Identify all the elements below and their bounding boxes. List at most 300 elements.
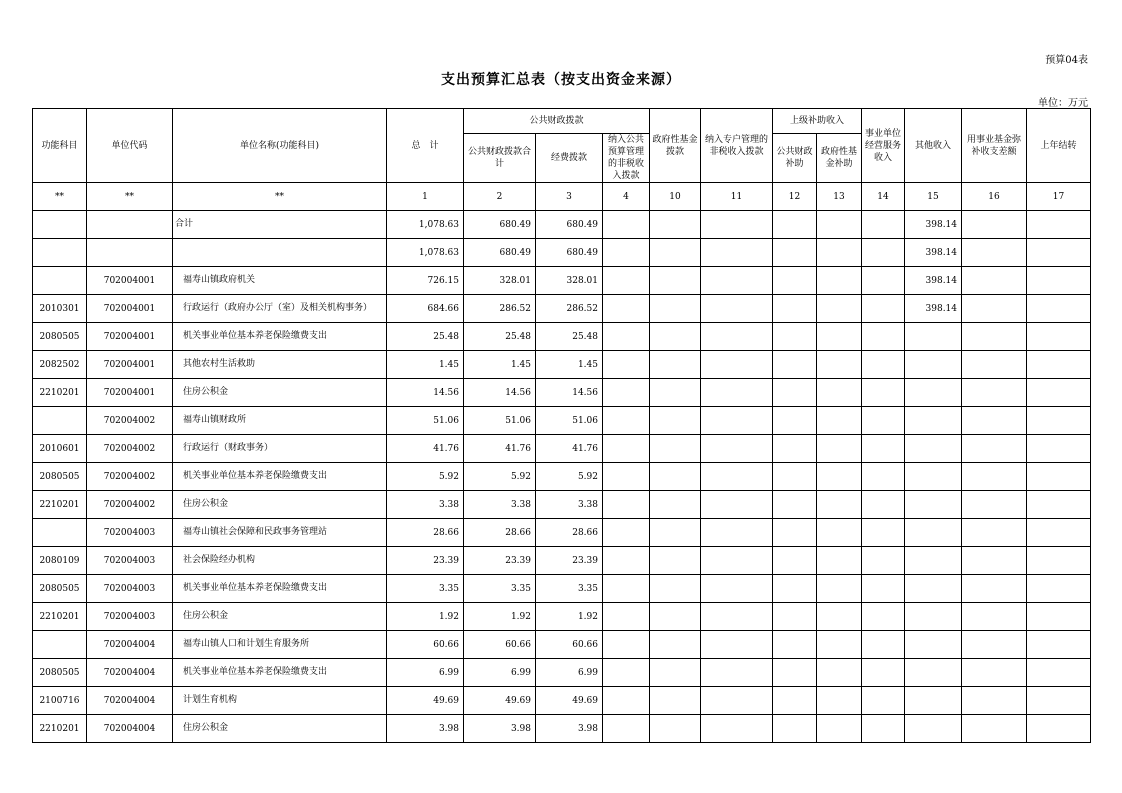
- business-income-cell: [862, 295, 905, 323]
- business-income-cell: [862, 631, 905, 659]
- total-cell: 5.92: [387, 463, 464, 491]
- func-code-cell: [33, 631, 87, 659]
- special-non-tax-cell: [701, 603, 773, 631]
- table-row: [33, 547, 1091, 575]
- superior-gov-fund-cell: [817, 295, 862, 323]
- expense-grant-cell: 3.98: [536, 715, 603, 743]
- header-public-fiscal-total: 公共财政拨款合计: [464, 134, 536, 183]
- total-cell: 28.66: [387, 519, 464, 547]
- business-income-cell: [862, 463, 905, 491]
- expense-grant-cell: 5.92: [536, 463, 603, 491]
- special-non-tax-cell: [701, 547, 773, 575]
- func-code-cell: 2210201: [33, 379, 87, 407]
- carry-over-cell: [1027, 407, 1091, 435]
- superior-gov-fund-cell: [817, 211, 862, 239]
- non-tax-in-budget-cell: [603, 323, 650, 351]
- total-cell: 1,078.63: [387, 239, 464, 267]
- superior-gov-fund-cell: [817, 519, 862, 547]
- public-fiscal-total-cell: 41.76: [464, 435, 536, 463]
- unit-name-cell: 福寿山镇社会保障和民政事务管理站: [173, 519, 387, 547]
- other-income-cell: [905, 323, 962, 351]
- non-tax-in-budget-cell: [603, 267, 650, 295]
- superior-gov-fund-cell: [817, 575, 862, 603]
- superior-gov-fund-cell: [817, 351, 862, 379]
- superior-gov-fund-cell: [817, 715, 862, 743]
- superior-public-cell: [773, 491, 817, 519]
- public-fiscal-total-cell: 3.98: [464, 715, 536, 743]
- header-other-income: 其他收入: [905, 109, 962, 183]
- superior-public-cell: [773, 659, 817, 687]
- superior-gov-fund-cell: [817, 267, 862, 295]
- special-non-tax-cell: [701, 575, 773, 603]
- public-fiscal-total-cell: 14.56: [464, 379, 536, 407]
- unit-code-cell: 702004001: [87, 267, 173, 295]
- unit-name-cell: 合计: [173, 211, 387, 239]
- superior-public-cell: [773, 379, 817, 407]
- public-fiscal-total-cell: 23.39: [464, 547, 536, 575]
- total-cell: 3.38: [387, 491, 464, 519]
- fund-balance-cell: [962, 211, 1027, 239]
- gov-fund-cell: [650, 575, 701, 603]
- unit-code-cell: 702004001: [87, 351, 173, 379]
- superior-gov-fund-cell: [817, 435, 862, 463]
- superior-public-cell: [773, 435, 817, 463]
- special-non-tax-cell: [701, 407, 773, 435]
- header-carry-over: 上年结转: [1027, 109, 1091, 183]
- business-income-cell: [862, 659, 905, 687]
- special-non-tax-cell: [701, 435, 773, 463]
- total-cell: 49.69: [387, 687, 464, 715]
- other-income-cell: [905, 351, 962, 379]
- unit-name-cell: 住房公积金: [173, 715, 387, 743]
- unit-code-cell: 702004002: [87, 407, 173, 435]
- other-income-cell: [905, 463, 962, 491]
- unit-code-cell: 702004001: [87, 323, 173, 351]
- unit-name-cell: 社会保险经办机构: [173, 547, 387, 575]
- business-income-cell: [862, 267, 905, 295]
- gov-fund-cell: [650, 603, 701, 631]
- superior-public-cell: [773, 687, 817, 715]
- public-fiscal-total-cell: 3.35: [464, 575, 536, 603]
- non-tax-in-budget-cell: [603, 211, 650, 239]
- carry-over-cell: [1027, 715, 1091, 743]
- expense-grant-cell: 3.35: [536, 575, 603, 603]
- gov-fund-cell: [650, 211, 701, 239]
- unit-name-cell: 住房公积金: [173, 379, 387, 407]
- other-income-cell: [905, 715, 962, 743]
- other-income-cell: [905, 631, 962, 659]
- business-income-cell: [862, 547, 905, 575]
- business-income-cell: [862, 211, 905, 239]
- non-tax-in-budget-cell: [603, 603, 650, 631]
- table-row: [33, 519, 1091, 547]
- non-tax-in-budget-cell: [603, 687, 650, 715]
- table-row: [33, 463, 1091, 491]
- gov-fund-cell: [650, 631, 701, 659]
- func-code-cell: [33, 519, 87, 547]
- index-cell: 2: [464, 183, 536, 211]
- superior-gov-fund-cell: [817, 631, 862, 659]
- header-gov-fund: 政府性基金拨款: [650, 109, 701, 183]
- special-non-tax-cell: [701, 715, 773, 743]
- func-code-cell: [33, 267, 87, 295]
- business-income-cell: [862, 239, 905, 267]
- superior-public-cell: [773, 211, 817, 239]
- unit-name-cell: 行政运行（政府办公厅（室）及相关机构事务）: [173, 295, 387, 323]
- total-cell: 3.35: [387, 575, 464, 603]
- unit-code-cell: 702004002: [87, 463, 173, 491]
- expense-grant-cell: 25.48: [536, 323, 603, 351]
- func-code-cell: 2080505: [33, 463, 87, 491]
- func-code-cell: 2010601: [33, 435, 87, 463]
- fund-balance-cell: [962, 715, 1027, 743]
- other-income-cell: [905, 435, 962, 463]
- carry-over-cell: [1027, 211, 1091, 239]
- unit-code-cell: 702004002: [87, 435, 173, 463]
- fund-balance-cell: [962, 407, 1027, 435]
- public-fiscal-total-cell: 28.66: [464, 519, 536, 547]
- fund-balance-cell: [962, 239, 1027, 267]
- header-unit-name: 单位名称(功能科目): [173, 109, 387, 183]
- table-row: [33, 631, 1091, 659]
- table-row: [33, 407, 1091, 435]
- func-code-cell: 2210201: [33, 603, 87, 631]
- unit-name-cell: 住房公积金: [173, 603, 387, 631]
- gov-fund-cell: [650, 687, 701, 715]
- gov-fund-cell: [650, 323, 701, 351]
- non-tax-in-budget-cell: [603, 631, 650, 659]
- other-income-cell: [905, 659, 962, 687]
- index-cell: 12: [773, 183, 817, 211]
- index-cell: 3: [536, 183, 603, 211]
- fund-balance-cell: [962, 547, 1027, 575]
- total-cell: 23.39: [387, 547, 464, 575]
- expense-grant-cell: 680.49: [536, 211, 603, 239]
- table-row: [33, 575, 1091, 603]
- superior-gov-fund-cell: [817, 463, 862, 491]
- expense-grant-cell: 328.01: [536, 267, 603, 295]
- index-cell: 15: [905, 183, 962, 211]
- carry-over-cell: [1027, 239, 1091, 267]
- total-cell: 726.15: [387, 267, 464, 295]
- public-fiscal-total-cell: 51.06: [464, 407, 536, 435]
- page-title: 支出预算汇总表（按支出资金来源）: [441, 72, 681, 88]
- func-code-cell: 2210201: [33, 491, 87, 519]
- func-code-cell: 2080505: [33, 323, 87, 351]
- unit-code-cell: 702004004: [87, 631, 173, 659]
- header-superior-gov-fund: 政府性基金补助: [817, 134, 862, 183]
- special-non-tax-cell: [701, 687, 773, 715]
- non-tax-in-budget-cell: [603, 407, 650, 435]
- form-number: 预算04表: [1045, 55, 1088, 66]
- fund-balance-cell: [962, 267, 1027, 295]
- index-cell: 10: [650, 183, 701, 211]
- public-fiscal-total-cell: 680.49: [464, 211, 536, 239]
- other-income-cell: 398.14: [905, 239, 962, 267]
- public-fiscal-total-cell: 286.52: [464, 295, 536, 323]
- superior-gov-fund-cell: [817, 239, 862, 267]
- non-tax-in-budget-cell: [603, 547, 650, 575]
- special-non-tax-cell: [701, 379, 773, 407]
- index-cell: **: [87, 183, 173, 211]
- expense-grant-cell: 1.45: [536, 351, 603, 379]
- business-income-cell: [862, 351, 905, 379]
- special-non-tax-cell: [701, 323, 773, 351]
- non-tax-in-budget-cell: [603, 435, 650, 463]
- other-income-cell: 398.14: [905, 295, 962, 323]
- index-cell: 14: [862, 183, 905, 211]
- header-public-fiscal: 公共财政拨款: [464, 109, 650, 134]
- func-code-cell: 2100716: [33, 687, 87, 715]
- superior-gov-fund-cell: [817, 323, 862, 351]
- public-fiscal-total-cell: 328.01: [464, 267, 536, 295]
- fund-balance-cell: [962, 491, 1027, 519]
- superior-gov-fund-cell: [817, 687, 862, 715]
- other-income-cell: [905, 407, 962, 435]
- business-income-cell: [862, 323, 905, 351]
- fund-balance-cell: [962, 379, 1027, 407]
- other-income-cell: [905, 687, 962, 715]
- expense-grant-cell: 680.49: [536, 239, 603, 267]
- fund-balance-cell: [962, 463, 1027, 491]
- non-tax-in-budget-cell: [603, 239, 650, 267]
- index-cell: 17: [1027, 183, 1091, 211]
- business-income-cell: [862, 379, 905, 407]
- public-fiscal-total-cell: 60.66: [464, 631, 536, 659]
- unit-code-cell: 702004004: [87, 687, 173, 715]
- special-non-tax-cell: [701, 491, 773, 519]
- unit-code-cell: 702004001: [87, 295, 173, 323]
- func-code-cell: 2082502: [33, 351, 87, 379]
- non-tax-in-budget-cell: [603, 463, 650, 491]
- gov-fund-cell: [650, 491, 701, 519]
- unit-name-cell: 福寿山镇政府机关: [173, 267, 387, 295]
- superior-gov-fund-cell: [817, 491, 862, 519]
- table-row: [33, 211, 1091, 239]
- gov-fund-cell: [650, 351, 701, 379]
- unit-code-cell: 702004003: [87, 575, 173, 603]
- unit-code-cell: 702004003: [87, 603, 173, 631]
- special-non-tax-cell: [701, 659, 773, 687]
- gov-fund-cell: [650, 267, 701, 295]
- unit-name-cell: 其他农村生活救助: [173, 351, 387, 379]
- header-func-code: 功能科目: [33, 109, 87, 183]
- special-non-tax-cell: [701, 351, 773, 379]
- fund-balance-cell: [962, 575, 1027, 603]
- superior-public-cell: [773, 603, 817, 631]
- func-code-cell: 2080505: [33, 659, 87, 687]
- expense-grant-cell: 3.38: [536, 491, 603, 519]
- unit-code-cell: 702004001: [87, 379, 173, 407]
- gov-fund-cell: [650, 239, 701, 267]
- unit-code-cell: 702004004: [87, 715, 173, 743]
- superior-public-cell: [773, 575, 817, 603]
- header-superior-public: 公共财政补助: [773, 134, 817, 183]
- func-code-cell: 2010301: [33, 295, 87, 323]
- other-income-cell: 398.14: [905, 211, 962, 239]
- superior-public-cell: [773, 295, 817, 323]
- special-non-tax-cell: [701, 239, 773, 267]
- public-fiscal-total-cell: 25.48: [464, 323, 536, 351]
- carry-over-cell: [1027, 519, 1091, 547]
- special-non-tax-cell: [701, 267, 773, 295]
- superior-public-cell: [773, 547, 817, 575]
- carry-over-cell: [1027, 631, 1091, 659]
- index-cell: **: [33, 183, 87, 211]
- business-income-cell: [862, 603, 905, 631]
- fund-balance-cell: [962, 631, 1027, 659]
- other-income-cell: [905, 547, 962, 575]
- total-cell: 41.76: [387, 435, 464, 463]
- total-cell: 1.45: [387, 351, 464, 379]
- other-income-cell: [905, 575, 962, 603]
- total-cell: 14.56: [387, 379, 464, 407]
- public-fiscal-total-cell: 680.49: [464, 239, 536, 267]
- index-cell: **: [173, 183, 387, 211]
- gov-fund-cell: [650, 659, 701, 687]
- other-income-cell: [905, 519, 962, 547]
- superior-public-cell: [773, 267, 817, 295]
- carry-over-cell: [1027, 547, 1091, 575]
- table-row: [33, 267, 1091, 295]
- business-income-cell: [862, 407, 905, 435]
- fund-balance-cell: [962, 295, 1027, 323]
- index-cell: 13: [817, 183, 862, 211]
- unit-name-cell: 机关事业单位基本养老保险缴费支出: [173, 659, 387, 687]
- non-tax-in-budget-cell: [603, 351, 650, 379]
- carry-over-cell: [1027, 267, 1091, 295]
- carry-over-cell: [1027, 659, 1091, 687]
- carry-over-cell: [1027, 491, 1091, 519]
- table-row: [33, 687, 1091, 715]
- public-fiscal-total-cell: 6.99: [464, 659, 536, 687]
- superior-gov-fund-cell: [817, 547, 862, 575]
- index-cell: 11: [701, 183, 773, 211]
- table-row: [33, 239, 1091, 267]
- non-tax-in-budget-cell: [603, 659, 650, 687]
- header-superior-subsidy: 上级补助收入: [773, 109, 862, 134]
- gov-fund-cell: [650, 379, 701, 407]
- unit-name-cell: 住房公积金: [173, 491, 387, 519]
- special-non-tax-cell: [701, 631, 773, 659]
- total-cell: 3.98: [387, 715, 464, 743]
- carry-over-cell: [1027, 603, 1091, 631]
- func-code-cell: [33, 211, 87, 239]
- fund-balance-cell: [962, 687, 1027, 715]
- fund-balance-cell: [962, 323, 1027, 351]
- unit-code-cell: 702004003: [87, 547, 173, 575]
- fund-balance-cell: [962, 519, 1027, 547]
- superior-public-cell: [773, 239, 817, 267]
- expense-grant-cell: 286.52: [536, 295, 603, 323]
- special-non-tax-cell: [701, 463, 773, 491]
- expense-grant-cell: 60.66: [536, 631, 603, 659]
- header-business-income: 事业单位经营服务收入: [862, 109, 905, 183]
- header-non-tax-in-budget: 纳入公共预算管理的非税收入拨款: [603, 134, 650, 183]
- fund-balance-cell: [962, 659, 1027, 687]
- table-row: [33, 435, 1091, 463]
- unit-code-cell: 702004003: [87, 519, 173, 547]
- public-fiscal-total-cell: 3.38: [464, 491, 536, 519]
- fund-balance-cell: [962, 351, 1027, 379]
- func-code-cell: 2080505: [33, 575, 87, 603]
- unit-name-cell: 机关事业单位基本养老保险缴费支出: [173, 463, 387, 491]
- total-cell: 684.66: [387, 295, 464, 323]
- carry-over-cell: [1027, 687, 1091, 715]
- other-income-cell: [905, 379, 962, 407]
- unit-name-cell: 机关事业单位基本养老保险缴费支出: [173, 575, 387, 603]
- unit-name-cell: 机关事业单位基本养老保险缴费支出: [173, 323, 387, 351]
- total-cell: 1,078.63: [387, 211, 464, 239]
- expense-grant-cell: 1.92: [536, 603, 603, 631]
- public-fiscal-total-cell: 1.45: [464, 351, 536, 379]
- unit-code-cell: 702004004: [87, 659, 173, 687]
- superior-public-cell: [773, 519, 817, 547]
- non-tax-in-budget-cell: [603, 491, 650, 519]
- header-special-non-tax: 纳入专户管理的非税收入拨款: [701, 109, 773, 183]
- fund-balance-cell: [962, 603, 1027, 631]
- special-non-tax-cell: [701, 295, 773, 323]
- gov-fund-cell: [650, 519, 701, 547]
- gov-fund-cell: [650, 407, 701, 435]
- business-income-cell: [862, 491, 905, 519]
- business-income-cell: [862, 519, 905, 547]
- superior-gov-fund-cell: [817, 407, 862, 435]
- unit-name-cell: 福寿山镇人口和计划生育服务所: [173, 631, 387, 659]
- business-income-cell: [862, 575, 905, 603]
- other-income-cell: 398.14: [905, 267, 962, 295]
- carry-over-cell: [1027, 295, 1091, 323]
- expense-grant-cell: 28.66: [536, 519, 603, 547]
- superior-gov-fund-cell: [817, 659, 862, 687]
- table-row: [33, 323, 1091, 351]
- unit-code-cell: [87, 211, 173, 239]
- total-cell: 1.92: [387, 603, 464, 631]
- carry-over-cell: [1027, 435, 1091, 463]
- expense-grant-cell: 23.39: [536, 547, 603, 575]
- gov-fund-cell: [650, 715, 701, 743]
- func-code-cell: 2080109: [33, 547, 87, 575]
- table-row: [33, 659, 1091, 687]
- public-fiscal-total-cell: 5.92: [464, 463, 536, 491]
- index-cell: 16: [962, 183, 1027, 211]
- superior-public-cell: [773, 631, 817, 659]
- table-row: [33, 295, 1091, 323]
- non-tax-in-budget-cell: [603, 295, 650, 323]
- table-row: [33, 715, 1091, 743]
- other-income-cell: [905, 491, 962, 519]
- total-cell: 60.66: [387, 631, 464, 659]
- other-income-cell: [905, 603, 962, 631]
- unit-name-cell: 福寿山镇财政所: [173, 407, 387, 435]
- index-cell: 4: [603, 183, 650, 211]
- unit-label: 单位：万元: [1038, 98, 1088, 109]
- unit-name-cell: [173, 239, 387, 267]
- expense-grant-cell: 49.69: [536, 687, 603, 715]
- fund-balance-cell: [962, 435, 1027, 463]
- superior-public-cell: [773, 463, 817, 491]
- non-tax-in-budget-cell: [603, 519, 650, 547]
- func-code-cell: [33, 239, 87, 267]
- carry-over-cell: [1027, 351, 1091, 379]
- total-cell: 6.99: [387, 659, 464, 687]
- non-tax-in-budget-cell: [603, 575, 650, 603]
- carry-over-cell: [1027, 379, 1091, 407]
- total-cell: 51.06: [387, 407, 464, 435]
- superior-public-cell: [773, 715, 817, 743]
- superior-public-cell: [773, 351, 817, 379]
- header-total: 总 计: [387, 109, 464, 183]
